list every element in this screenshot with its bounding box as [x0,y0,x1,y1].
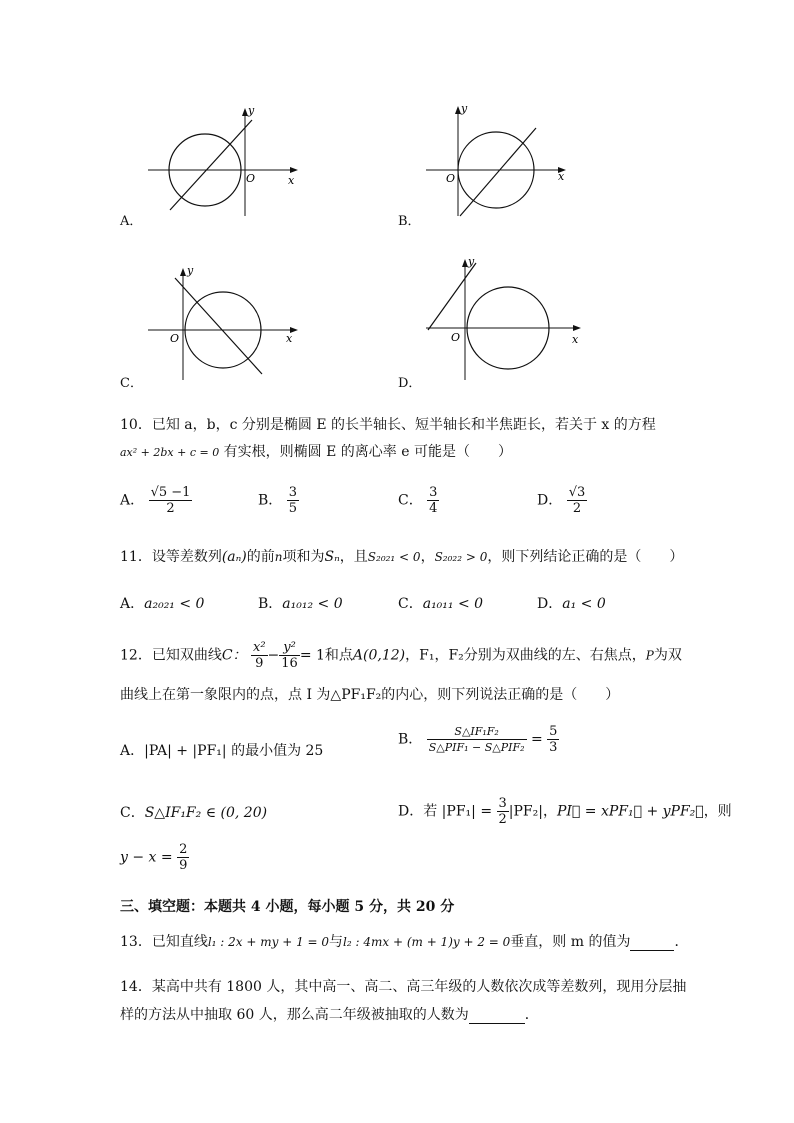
numerator: 3 [498,796,507,811]
q13-text-c: 垂直，则 m 的值为 [510,934,631,950]
numerator: 3 [288,485,298,500]
option-text: S△IF₁F₂ ∈ (0, 20) [144,805,268,821]
q10-stem-line1: 10．已知 a，b，c 分别是椭圆 E 的长半轴长、短半轴长和半焦距长，若关于 x 的方程 [120,417,656,433]
q12-p: P [645,648,654,663]
denominator: 2 [166,501,175,516]
option-label: B． [258,596,283,612]
option-text: |PA| + |PF₁| 的最小值为 25 [144,743,324,759]
y-label: y [461,102,468,115]
denominator: 16 [281,656,298,671]
x-axis-arrow [290,167,298,173]
q12-equals: = 1 [299,647,325,664]
q10-stem-line2 [120,441,512,461]
q12-stem-line2: 曲线上在第一象限内的点，点 I 为△PF₁F₂的内心，则下列说法正确的是（ ） [120,687,620,703]
option-label: A． [120,492,145,509]
q11-text-c: 项和为 [282,549,325,565]
q14-text: 样的方法从中抽取 60 人，那么高二年级被抽取的人数为 [120,1007,469,1023]
q10-equation: ax² + 2bx + c = 0 [120,446,220,459]
option-label: D． [537,596,563,612]
graph-b [418,98,588,228]
denominator: S△PIF₁ − S△PIF₂ [428,741,525,754]
fraction [149,485,193,516]
option-text: a₁₀₁₂ < 0 [282,596,343,612]
option-label: C． [398,596,423,612]
numerator: √5 −1 [150,485,191,500]
option-label: D． [537,492,563,509]
numerator: x² [253,640,266,655]
option-label: C． [398,492,423,509]
q12-option-c [120,802,267,822]
graph-d-svg [418,255,593,385]
q11-n: n [274,550,283,564]
q11-sum: Sₙ [324,549,340,565]
x-label: x [572,333,579,346]
q12-option-b [398,724,559,755]
option-a-label: A． [120,214,143,229]
q13-end: ． [674,934,689,950]
numerator: y² [279,640,300,656]
numerator: 2 [179,842,188,857]
q12-text-c: ，F₁，F₂分别为双曲线的左、右焦点， [405,647,646,664]
q12-option-a [120,740,323,760]
q11-text-e: ，则下列结论正确的是（ ） [487,549,684,565]
origin-label: O [451,331,461,344]
option-text: a₁ < 0 [562,596,606,612]
numerator: √3 [568,485,586,500]
option-text-2: |PF₂|， [508,803,557,820]
denominator: 9 [255,656,264,671]
line [428,263,476,330]
q12-curve: C： [221,647,247,664]
answer-blank[interactable] [630,934,674,951]
q13-line-1: l₁ : 2x + my + 1 = 0 [207,935,330,949]
option-text-1: 若 |PF₁| = [423,803,493,820]
q11-option-a [120,593,204,613]
line [170,120,252,210]
q14-line2 [120,1004,539,1024]
option-text-3: ，则 [703,803,732,820]
graph-a [140,98,310,228]
q10-option-c [398,485,439,516]
origin-label: O [246,172,256,185]
q12-ratio [427,724,527,755]
denominator: 5 [288,501,298,516]
q10-option-d [537,485,587,516]
graph-d [418,255,593,385]
q12-minus: − [267,647,280,664]
denominator: 4 [429,501,438,516]
q12-d-answer-frac [177,842,189,873]
q11-text-d: ，且 [339,549,368,565]
fraction [287,485,299,516]
q10-stem-rest: 有实根，则椭圆 E 的离心率 e 可能是（ ） [223,444,512,460]
q12-ratio-value [547,724,559,755]
q13-stem [120,931,688,951]
q12-point: A(0,12) [352,647,406,664]
denominator: 2 [572,501,582,516]
q11-text-a: 11．设等差数列 [120,549,222,565]
section-heading: 三、填空题：本题共 4 小题，每小题 5 分，共 20 分 [120,899,455,915]
q14-line1: 14．某高中共有 1800 人，其中高一、高二、高三年级的人数依次成等差数列，现用分层抽 [120,979,687,995]
q14-end: ． [524,1007,539,1023]
q11-condition-2: S₂₀₂₂ > 0 [434,550,488,564]
fraction [427,485,439,516]
option-text: a₂₀₂₁ < 0 [144,596,205,612]
numerator: 3 [429,485,438,500]
q11-separator: ， [420,549,435,565]
q12-stem-line1 [120,640,682,671]
x-axis-arrow [573,325,581,331]
y-label: y [248,104,255,117]
q13-line-2: l₂ : 4mx + (m + 1)y + 2 = 0 [343,935,511,949]
option-text: a₁₀₁₁ < 0 [422,596,484,612]
q11-option-d [537,593,606,613]
answer-blank[interactable] [469,1007,525,1024]
q12-frac-x [251,640,268,671]
y-label: y [187,264,194,277]
q13-text-a: 13．已知直线 [120,934,208,950]
q11-option-c [398,593,483,613]
q11-sequence: (aₙ) [221,549,247,565]
numerator: S△IF₁F₂ [427,724,527,740]
x-label: x [286,332,293,345]
x-label: x [288,174,295,187]
q12-option-d-line2 [120,842,189,873]
q12-text-d: 为双 [653,647,682,664]
q11-stem [120,546,683,566]
equals: = [530,731,543,748]
option-label: D． [398,803,424,820]
q11-condition-1: S₂₀₂₁ < 0 [367,550,421,564]
option-label: B． [258,492,283,509]
graph-b-svg [418,98,588,228]
q12-d-frac [497,796,509,827]
q12-frac-y [279,640,300,671]
graph-c [140,262,310,387]
fraction [567,485,588,516]
option-label: A． [120,743,145,759]
q10-option-b [258,485,299,516]
y-label: y [468,255,475,268]
q12-text-a: 12．已知双曲线 [120,647,222,664]
q13-text-b: 与 [329,934,344,950]
denominator: 3 [549,740,558,755]
option-text: y − x = [120,849,173,866]
q11-option-b [258,593,343,613]
graph-c-svg [140,262,310,387]
option-label: A． [120,596,145,612]
q11-text-b: 的前 [246,549,275,565]
denominator: 2 [498,812,507,827]
q12-text-b: 和点 [324,647,353,664]
q10-option-a [120,485,192,516]
option-d-label: D． [398,376,422,391]
numerator: 5 [549,724,558,739]
y-axis-arrow [180,268,186,276]
option-label: B． [398,731,423,748]
origin-label: O [170,332,180,345]
origin-label: O [446,172,456,185]
option-label: C． [120,805,145,821]
vector-equation: PI⃗ = xPF₁⃗ + yPF₂⃗ [556,803,704,820]
x-label: x [558,170,565,183]
q12-option-d [398,796,732,827]
denominator: 9 [179,858,188,873]
graph-a-svg [140,98,310,228]
option-c-label: C． [120,376,143,391]
option-b-label: B． [398,214,421,229]
